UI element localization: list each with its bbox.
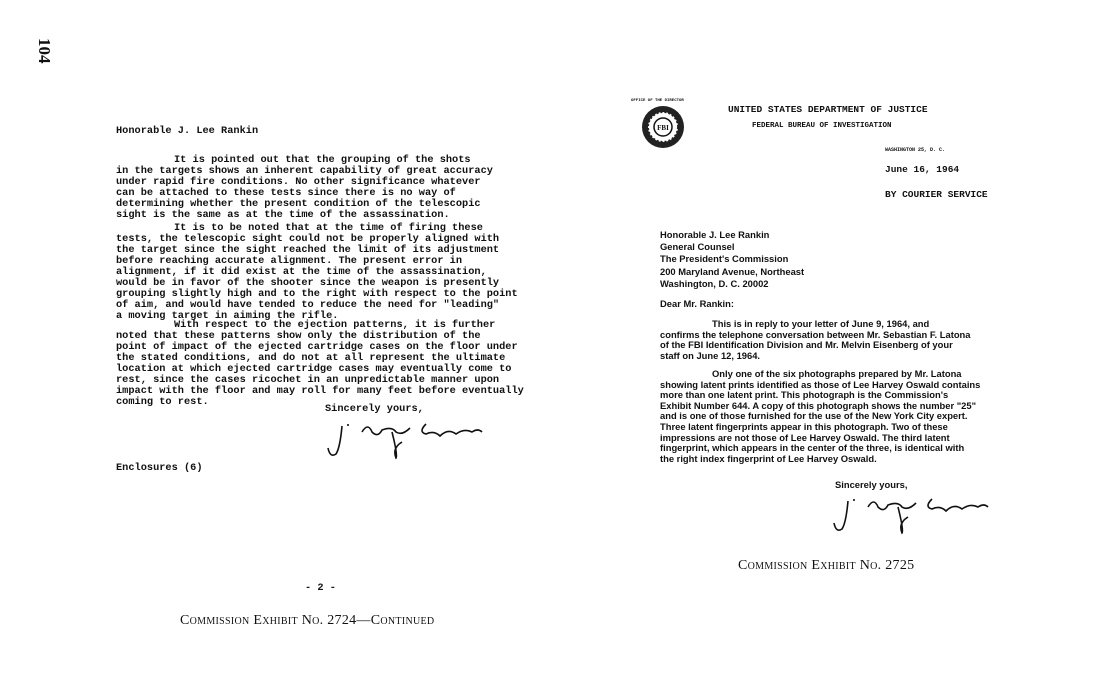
text-line: rest, since the cases ricochet in an unpredictable manner upon bbox=[116, 374, 500, 386]
text-line: the target since the sight reached the limit of its adjustment bbox=[116, 244, 500, 256]
text-line: staff on June 12, 1964. bbox=[660, 349, 761, 361]
text-line: tests, the telescopic sight could not be properly aligned with bbox=[116, 233, 500, 245]
text-line: in the targets shows an inherent capability of great accuracy bbox=[116, 165, 493, 177]
office-label: OFFICE OF THE DIRECTOR bbox=[631, 99, 684, 103]
text-line: of aim, and would have tended to reduce the need for "leading" bbox=[116, 299, 500, 311]
address-block bbox=[660, 229, 804, 290]
fbi-seal-icon bbox=[640, 104, 686, 150]
text-line: fingerprint, which appears in the center of the three, is identical with bbox=[660, 442, 965, 454]
signature-image bbox=[322, 418, 487, 460]
text-line: This is in reply to your letter of June 9, 1964, and bbox=[712, 318, 930, 329]
text-line: would be in favor of the shooter since the weapon is presently bbox=[116, 277, 500, 289]
exhibit-caption-2724: Commission Exhibit No. 2724—Continued bbox=[180, 613, 435, 628]
page-marker: - 2 - bbox=[305, 582, 336, 594]
text-line: Three latent fingerprints appear in this photograph. Two of these bbox=[660, 420, 948, 432]
text-line: coming to rest. bbox=[116, 396, 209, 408]
text-line: the right index fingerprint of Lee Harvey Oswald. bbox=[660, 452, 877, 464]
page-number: 104 bbox=[35, 38, 54, 64]
seal-text: FBI bbox=[657, 124, 669, 132]
text-line: showing latent prints identified as those of Lee Harvey Oswald contains bbox=[660, 378, 981, 390]
left-paragraph-2 bbox=[116, 223, 518, 322]
text-line: under rapid fire conditions. No other significance whatever bbox=[116, 176, 481, 188]
text-line: General Counsel bbox=[660, 241, 735, 253]
text-line: The President's Commission bbox=[660, 253, 789, 265]
text-line: before reaching accurate alignment. The present error in bbox=[116, 255, 463, 267]
closing-right: Sincerely yours, bbox=[835, 479, 908, 490]
text-line: impact with the floor and may roll for many feet before eventually bbox=[116, 385, 524, 397]
left-paragraph-1 bbox=[116, 155, 493, 221]
greeting: Dear Mr. Rankin: bbox=[660, 298, 734, 309]
text-line: can be attached to these tests since there is no way of bbox=[116, 187, 456, 199]
text-line: alignment, if it did exist at the time of the assassination, bbox=[116, 266, 487, 278]
text-line: more than one latent print. This photograph is the Commission's bbox=[660, 389, 949, 401]
text-line: a moving target in aiming the rifle. bbox=[116, 310, 339, 322]
text-line: sight is the same as at the time of the assassination. bbox=[116, 209, 450, 221]
text-line: Only one of the six photographs prepared by Mr. Latona bbox=[712, 368, 962, 379]
exhibit-caption-2725: Commission Exhibit No. 2725 bbox=[738, 558, 915, 573]
text-line: Exhibit Number 644. A copy of this photograph shows the number "25" bbox=[660, 399, 977, 411]
text-line: location at which ejected cartridge cases may eventually come to bbox=[116, 363, 512, 375]
text-line: Honorable J. Lee Rankin bbox=[660, 229, 770, 240]
right-paragraph-2 bbox=[660, 369, 980, 464]
text-line: and is one of those furnished for the use of the New York City expert. bbox=[660, 410, 968, 422]
text-line: grouping slightly high and to the right with respect to the point bbox=[116, 288, 518, 300]
text-line: 200 Maryland Avenue, Northeast bbox=[660, 265, 805, 277]
text-line: With respect to the ejection patterns, it is further bbox=[174, 319, 496, 331]
text-line: point of impact of the ejected cartridge cases on the floor under bbox=[116, 341, 518, 353]
text-line: determining whether the present condition of the telescopic bbox=[116, 198, 481, 210]
bureau: FEDERAL BUREAU OF INVESTIGATION bbox=[752, 122, 892, 130]
closing: Sincerely yours, bbox=[325, 403, 424, 415]
text-line: Washington, D. C. 20002 bbox=[660, 277, 769, 289]
letter-date: June 16, 1964 bbox=[885, 164, 960, 175]
enclosures: Enclosures (6) bbox=[116, 462, 203, 474]
text-line: It is to be noted that at the time of firing these bbox=[174, 222, 483, 234]
delivery-method: BY COURIER SERVICE bbox=[885, 189, 988, 200]
text-line: It is pointed out that the grouping of the shots bbox=[174, 154, 471, 166]
signature-image-right bbox=[828, 493, 993, 535]
text-line: noted that these patterns show only the distribution of the bbox=[116, 330, 481, 342]
text-line: the stated conditions, and do not at all represent the ultimate bbox=[116, 352, 506, 364]
text-line: of the FBI Identification Division and Mr. Melvin Eisenberg of your bbox=[660, 339, 953, 351]
left-paragraph-3 bbox=[116, 320, 524, 408]
salutation: Honorable J. Lee Rankin bbox=[116, 125, 259, 137]
text-line: impressions are not those of Lee Harvey Oswald. The third latent bbox=[660, 431, 950, 443]
location: WASHINGTON 25, D. C. bbox=[885, 147, 946, 153]
text-line: confirms the telephone conversation between Mr. Sebastian F. Latona bbox=[660, 328, 971, 340]
department: UNITED STATES DEPARTMENT OF JUSTICE bbox=[728, 104, 928, 115]
right-paragraph-1 bbox=[660, 319, 970, 361]
